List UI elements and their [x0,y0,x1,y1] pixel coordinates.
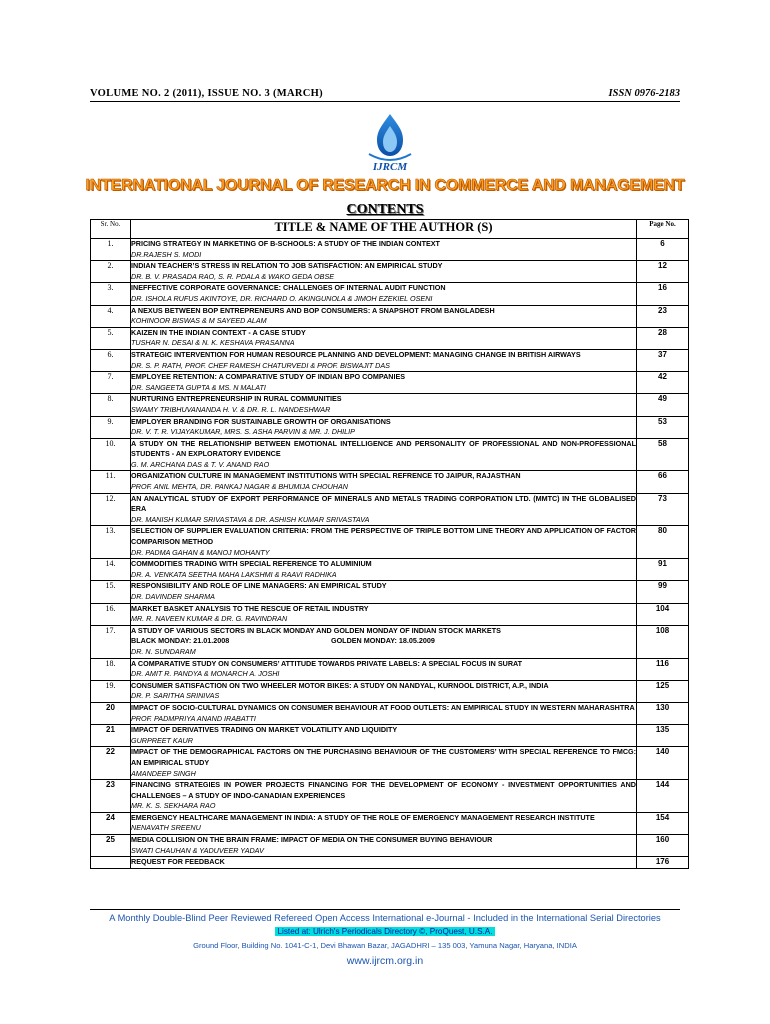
table-row [91,283,689,305]
table-row [91,625,689,658]
serial-number: 22 [91,747,131,780]
article-entry [131,702,637,724]
article-authors: TUSHAR N. DESAI & N. K. KESHAVA PRASANNA [131,338,295,348]
page-number: 154 [637,812,689,834]
serial-number: 24 [91,812,131,834]
article-title[interactable]: A NEXUS BETWEEN BOP ENTREPRENEURS AND BOP CONSUMERS: A SNAPSHOT FROM BANGLADESH [131,305,495,315]
serial-number: 8. [91,394,131,416]
golden-monday-date: GOLDEN MONDAY: 18.05.2009 [331,636,435,646]
table-row [91,471,689,493]
table-row [91,349,689,371]
article-authors: DR. PADMA GAHAN & MANOJ MOHANTY [131,547,270,557]
article-entry [131,559,637,581]
serial-number [91,857,131,869]
issn: ISSN 0976-2183 [608,88,680,99]
article-authors: DR. SANGEETA GUPTA & MS. N MALATI [131,382,266,392]
article-authors: AMANDEEP SINGH [131,768,196,778]
page-number: 28 [637,327,689,349]
table-row [91,725,689,747]
table-row [91,780,689,813]
article-title[interactable]: EMPLOYER BRANDING FOR SUSTAINABLE GROWTH OF ORGANISATIONS [131,416,391,426]
article-entry [131,327,637,349]
table-row [91,394,689,416]
page-number: 91 [637,559,689,581]
article-authors: SWATI CHAUHAN & YADUVEER YADAV [131,845,264,855]
page-number: 176 [637,857,689,869]
article-title[interactable]: EMERGENCY HEALTHCARE MANAGEMENT IN INDIA: A STUDY OF THE ROLE OF EMERGENCY MANAGEMENT RESEARCH INSTITUTE [131,812,595,822]
page-number: 160 [637,835,689,857]
article-authors: DR. A. VENKATA SEETHA MAHA LAKSHMI & RAAVI RADHIKA [131,569,337,579]
page-number: 80 [637,526,689,559]
table-row [91,261,689,283]
article-title[interactable]: AN ANALYTICAL STUDY OF EXPORT PERFORMANCE OF MINERALS AND METALS TRADING CORPORATION LTD. (MMTC) IN THE GLOBALISED ERA [131,493,636,514]
footer-website-link[interactable]: www.ijrcm.org.in [346,955,424,967]
page-number: 16 [637,283,689,305]
table-row [91,559,689,581]
article-entry [131,835,637,857]
serial-number: 13. [91,526,131,559]
article-authors: DR. S. P. RATH, PROF. CHEF RAMESH CHATURVEDI & PROF. BISWAJIT DAS [131,360,390,370]
article-title[interactable]: INEFFECTIVE CORPORATE GOVERNANCE: CHALLENGES OF INTERNAL AUDIT FUNCTION [131,283,446,293]
table-row [91,835,689,857]
page-number: 49 [637,394,689,416]
article-entry [131,261,637,283]
footer-rule [90,909,680,910]
article-authors: NENAVATH SREENU [131,823,201,833]
article-authors: PROF. ANIL MEHTA, DR. PANKAJ NAGAR & BHUMIJA CHOUHAN [131,482,348,492]
footer-listing [0,927,770,936]
serial-number: 7. [91,372,131,394]
article-entry [131,526,637,559]
serial-number: 18. [91,658,131,680]
table-row [91,702,689,724]
page-number: 12 [637,261,689,283]
title-header: TITLE & NAME OF THE AUTHOR (S) [131,220,637,239]
article-entry [131,372,637,394]
serial-number: 5. [91,327,131,349]
page-number: 125 [637,680,689,702]
article-entry [131,857,637,869]
table-row [91,526,689,559]
article-title[interactable]: COMMODITIES TRADING WITH SPECIAL REFERENCE TO ALUMINIUM [131,559,372,569]
article-authors: G. M. ARCHANA DAS & T. V. ANAND RAO [131,459,270,469]
black-monday-date: BLACK MONDAY: 21.01.2008 [131,636,230,646]
table-row [91,327,689,349]
article-entry [131,493,637,526]
article-title[interactable]: MARKET BASKET ANALYSIS TO THE RESCUE OF RETAIL INDUSTRY [131,603,369,613]
article-entry [131,581,637,603]
serial-number: 20 [91,702,131,724]
article-title[interactable]: FINANCING STRATEGIES IN POWER PROJECTS FINANCING FOR THE DEVELOPMENT OF ECONOMY - INVESTMENT OPPORTUNITIES AND CHALLENGES – A STUDY OF INDO-CANADIAN EXPERIENCES [131,780,636,800]
serial-number: 16. [91,603,131,625]
article-title[interactable]: A COMPARATIVE STUDY ON CONSUMERS’ ATTITUDE TOWARDS PRIVATE LABELS: A SPECIAL FOCUS IN SURAT [131,658,523,668]
table-row [91,747,689,780]
article-authors: DR.RAJESH S. MODI [131,249,202,259]
article-entry [131,305,637,327]
page-number: 140 [637,747,689,780]
serial-number: 11. [91,471,131,493]
page-number: 130 [637,702,689,724]
serial-number: 14. [91,559,131,581]
serial-number: 10. [91,438,131,471]
serial-number: 23 [91,780,131,813]
article-entry [131,658,637,680]
page-number: 37 [637,349,689,371]
article-subtitle-dates [131,636,636,647]
serial-number: 19. [91,680,131,702]
article-title[interactable]: IMPACT OF DERIVATIVES TRADING ON MARKET VOLATILITY AND LIQUIDITY [131,725,398,735]
journal-title: INTERNATIONAL JOURNAL OF RESEARCH IN COMMERCE AND MANAGEMENT [85,177,685,194]
article-entry [131,603,637,625]
serial-number: 6. [91,349,131,371]
article-authors: DR. AMIT R. PANDYA & MONARCH A. JOSHI [131,669,280,679]
serial-number: 15. [91,581,131,603]
article-title[interactable]: INDIAN TEACHER’S STRESS IN RELATION TO JOB SATISFACTION: AN EMPIRICAL STUDY [131,261,443,271]
page-number: 73 [637,493,689,526]
article-entry [131,747,637,780]
serial-number: 4. [91,305,131,327]
contents-table [90,219,689,869]
article-authors: MR. K. S. SEKHARA RAO [131,801,216,811]
table-row [91,680,689,702]
page-number: 66 [637,471,689,493]
article-entry [131,812,637,834]
article-title[interactable]: KAIZEN IN THE INDIAN CONTEXT - A CASE STUDY [131,327,306,337]
article-title[interactable]: MEDIA COLLISION ON THE BRAIN FRAME: IMPACT OF MEDIA ON THE CONSUMER BUYING BEHAVIOUR [131,835,493,845]
table-row [91,416,689,438]
table-row [91,372,689,394]
page-number: 116 [637,658,689,680]
table-row [91,812,689,834]
table-row [91,305,689,327]
page-no-header: Page No. [637,220,689,239]
table-row [91,239,689,261]
table-row [91,603,689,625]
article-title[interactable]: SELECTION OF SUPPLIER EVALUATION CRITERIA: FROM THE PERSPECTIVE OF TRIPLE BOTTOM LINE THEORY AND APPLICATION OF FACTOR COMPARISON METHOD [131,526,636,547]
serial-number: 25 [91,835,131,857]
article-authors: SWAMY TRIBHUVANANDA H. V. & DR. R. L. NANDESHWAR [131,404,331,414]
page-number: 6 [637,239,689,261]
article-title[interactable]: A STUDY ON THE RELATIONSHIP BETWEEN EMOTIONAL INTELLIGENCE AND PERSONALITY OF PROFESSIONAL AND NON-PROFESSIONAL STUDENTS - AN EXPLORATORY EVIDENCE [131,438,636,459]
table-row [91,438,689,471]
contents-table-body [91,239,689,869]
page-number: 144 [637,780,689,813]
sr-no-header: Sr. No. [91,220,131,239]
table-header-row [91,220,689,239]
table-row [91,581,689,603]
contents-heading: CONTENTS [346,202,424,217]
page-number: 58 [637,438,689,471]
article-entry [131,283,637,305]
article-authors: DR. P. SARITHA SRINIVAS [131,691,220,701]
page-number: 99 [637,581,689,603]
serial-number: 21 [91,725,131,747]
page-number: 104 [637,603,689,625]
article-entry [131,471,637,493]
article-authors: DR. V. T. R. VIJAYAKUMAR, MRS. S. ASHA PARVIN & MR. J. DHILIP [131,427,355,437]
article-title[interactable]: A STUDY OF VARIOUS SECTORS IN BLACK MONDAY AND GOLDEN MONDAY OF INDIAN STOCK MARKETS [131,625,501,635]
article-title[interactable]: NURTURING ENTREPRENEURSHIP IN RURAL COMMUNITIES [131,394,342,404]
serial-number: 9. [91,416,131,438]
serial-number: 1. [91,239,131,261]
article-authors: PROF. PADMPRIYA ANAND IRABATTI [131,713,256,723]
journal-logo [355,112,425,174]
article-entry [131,438,637,471]
page-number: 42 [637,372,689,394]
table-row [91,857,689,869]
article-title[interactable]: PRICING STRATEGY IN MARKETING OF B-SCHOOLS: A STUDY OF THE INDIAN CONTEXT [131,239,440,248]
article-authors: DR. B. V. PRASADA RAO, S. R. PDALA & WAKO GEDA OBSE [131,271,335,281]
article-title[interactable]: IMPACT OF THE DEMOGRAPHICAL FACTORS ON THE PURCHASING BEHAVIOUR OF THE CUSTOMERS’ WITH SPECIAL REFERENCE TO FMCG: AN EMPIRICAL STUDY [131,747,636,767]
article-authors: KOHINOOR BISWAS & M SAYEED ALAM [131,316,267,326]
article-authors: DR. MANISH KUMAR SRIVASTAVA & DR. ASHISH KUMAR SRIVASTAVA [131,514,370,524]
table-row [91,658,689,680]
serial-number: 17. [91,625,131,658]
article-title[interactable]: EMPLOYEE RETENTION: A COMPARATIVE STUDY OF INDIAN BPO COMPANIES [131,372,406,382]
article-entry [131,725,637,747]
article-authors: DR. N. SUNDARAM [131,646,196,656]
logo-text: IJRCM [372,161,408,173]
serial-number: 3. [91,283,131,305]
article-authors: DR. ISHOLA RUFUS AKINTOYE, DR. RICHARD O. AKINGUNOLA & JIMOH EZEKIEL OSENI [131,293,433,303]
article-entry [131,394,637,416]
page-number: 23 [637,305,689,327]
article-entry [131,680,637,702]
page-number: 108 [637,625,689,658]
article-authors: DR. DAVINDER SHARMA [131,592,215,601]
article-title[interactable]: IMPACT OF SOCIO-CULTURAL DYNAMICS ON CONSUMER BEHAVIOUR AT FOOD OUTLETS: AN EMPIRICAL STUDY IN WESTERN MAHARASHTRA [131,702,635,712]
article-entry [131,349,637,371]
header-rule [90,101,680,102]
serial-number: 12. [91,493,131,526]
article-title[interactable]: CONSUMER SATISFACTION ON TWO WHEELER MOTOR BIKES: A STUDY ON NANDYAL, KURNOOL DISTRICT, A.P., INDIA [131,680,549,690]
article-entry [131,416,637,438]
article-title[interactable]: RESPONSIBILITY AND ROLE OF LINE MANAGERS: AN EMPIRICAL STUDY [131,581,387,591]
footer-journal-description: A Monthly Double-Blind Peer Reviewed Refereed Open Access International e-Journal - Included in the International Serial Directories [109,913,661,923]
page-number: 135 [637,725,689,747]
article-entry [131,239,637,261]
page-number: 53 [637,416,689,438]
serial-number: 2. [91,261,131,283]
article-entry [131,780,637,813]
article-title[interactable]: ORGANIZATION CULTURE IN MANAGEMENT INSTITUTIONS WITH SPECIAL REFRENCE TO JAIPUR, RAJASTHAN [131,471,521,481]
footer-address: Ground Floor, Building No. 1041-C-1, Devi Bhawan Bazar, JAGADHRI – 135 003, Yamuna Nagar, Haryana, INDIA [193,941,577,950]
article-authors: GURPREET KAUR [131,735,193,745]
article-entry [131,625,637,658]
article-authors: MR. R. NAVEEN KUMAR & DR. G. RAVINDRAN [131,614,288,624]
footer-listing-text: Listed at: Ulrich's Periodicals Directory ©, ProQuest, U.S.A. [277,927,493,936]
article-title[interactable]: STRATEGIC INTERVENTION FOR HUMAN RESOURCE PLANNING AND DEVELOPMENT: MANAGING CHANGE IN BRITISH AIRWAYS [131,349,581,359]
volume-issue: VOLUME NO. 2 (2011), ISSUE NO. 3 (MARCH) [90,88,323,99]
table-row [91,493,689,526]
article-title[interactable]: REQUEST FOR FEEDBACK [131,857,225,867]
